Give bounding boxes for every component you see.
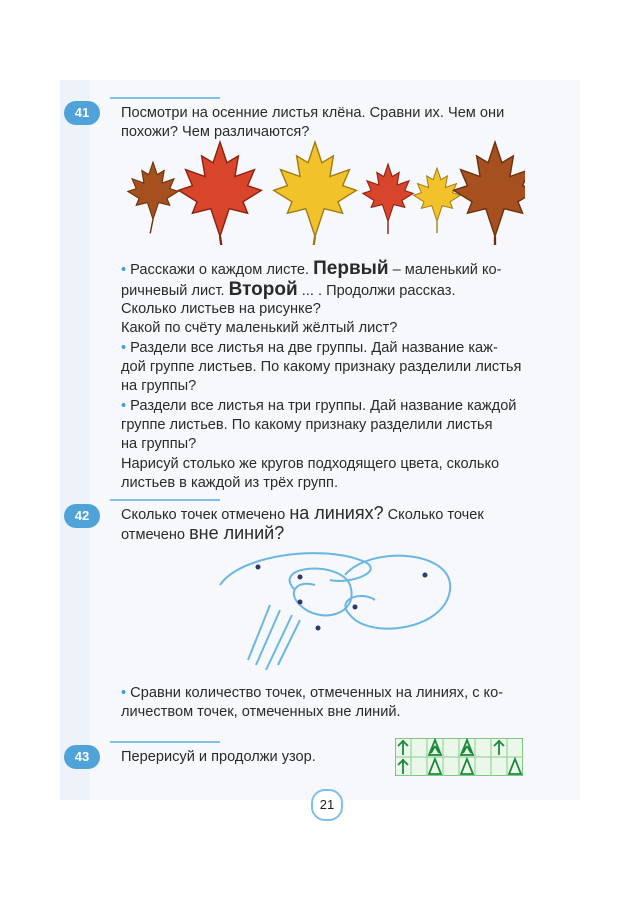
bullet-icon: • [121,262,127,278]
task-43-rule [110,741,220,743]
bullet-icon: • [121,340,127,356]
off-lines-phrase: вне линий? [189,523,285,543]
maple-leaves-illustration [125,140,525,245]
task-42-question-line1 [121,504,484,525]
lines-and-dots-illustration [200,545,480,675]
task-43-number: 43 [64,745,100,769]
text: Расскажи о каждом листе. [130,262,310,278]
text: ... . Продолжи рассказ. [301,283,456,299]
task-41-bullet2-line3: на группы? [121,378,197,394]
task-41-bullet2-line2: дой группе листьев. По какому признаку разделили листья [121,359,522,375]
leaf-3-yellow-large [274,142,357,245]
task-41-question-line1: Посмотри на осенние листья клёна. Сравни их. Чем они [121,105,505,121]
task-41-question-line2: похожи? Чем различаются? [121,124,310,140]
task-42-bullet-line2: личеством точек, отмеченных вне линий. [121,704,401,720]
text: ричневый лист. [121,283,225,299]
task-41-number: 41 [64,101,100,125]
bullet-icon: • [121,685,127,701]
text: – маленький ко- [392,262,502,278]
text: Сколько точек отмечено [121,507,286,523]
task-41-rule [110,97,220,99]
task-42-rule [110,499,220,501]
task-41-draw-line1: Нарисуй столько же кругов подходящего цвета, сколько [121,456,500,472]
task-43-instruction: Перерисуй и продолжи узор. [121,749,316,765]
task-42-number: 42 [64,504,100,528]
page-number: 21 [311,789,343,821]
task-41-line4: Какой по счёту маленький жёлтый лист? [121,320,398,336]
leaf-4-red-small [363,164,413,234]
task-42-bullet-line1 [121,684,503,703]
second-word: Второй [228,279,298,300]
text: Раздели все листья на три группы. Дай название каждой [130,398,517,414]
task-41-bullet1-line1 [121,260,502,280]
text: Сравни количество точек, отмеченных на линиях, с ко- [130,685,504,701]
task-41-bullet3-line3: на группы? [121,436,197,452]
text: Сколько точек [387,507,484,523]
leaf-1-brown-small [128,162,178,233]
pattern-grid [395,738,523,776]
task-41-draw-line2: листьев в каждой из трёх групп. [121,475,339,491]
leaf-2-red-large [179,142,262,245]
first-word: Первый [313,258,389,279]
task-41-bullet1-line2 [121,281,456,301]
task-41-bullet2-line1 [121,339,498,358]
text: Раздели все листья на две группы. Дай название каж- [130,340,498,356]
on-lines-phrase: на линиях? [289,503,384,523]
leaf-5-yellow-small [414,168,461,233]
task-41-bullet3-line1 [121,397,516,416]
text: отмечено [121,527,186,543]
task-42-question-line2 [121,524,284,545]
task-41-line3: Сколько листьев на рисунке? [121,301,321,317]
task-41-bullet3-line2: группе листьев. По какому признаку разделили листья [121,417,493,433]
bullet-icon: • [121,398,127,414]
leaf-6-brown-large [454,142,525,245]
